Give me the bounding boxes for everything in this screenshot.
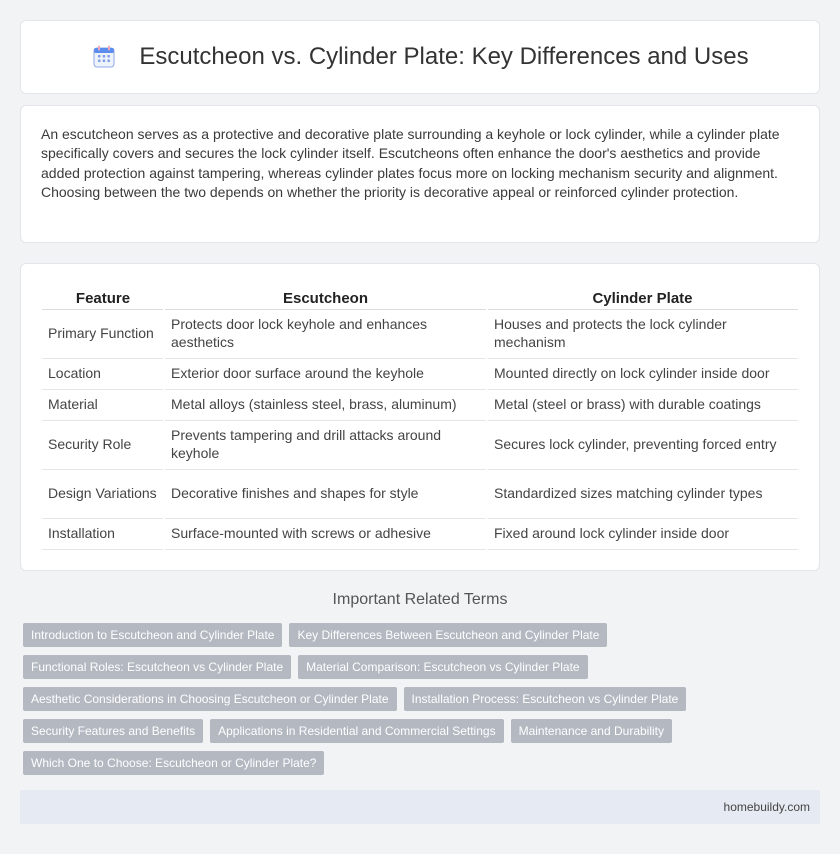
related-term-tag[interactable]: Security Features and Benefits	[23, 719, 203, 743]
escutcheon-cell: Surface-mounted with screws or adhesive	[164, 518, 487, 549]
related-terms-title: Important Related Terms	[332, 591, 508, 608]
table-row	[42, 389, 798, 420]
calendar-icon	[91, 44, 117, 70]
page-title: Escutcheon vs. Cylinder Plate: Key Differences and Uses	[139, 43, 749, 70]
comparison-table-card	[20, 263, 820, 571]
related-term-tag[interactable]: Applications in Residential and Commercial Settings	[210, 719, 503, 743]
feature-cell: Location	[42, 358, 164, 389]
tag-row	[23, 719, 813, 743]
related-term-tag[interactable]: Key Differences Between Escutcheon and Cylinder Plate	[289, 623, 607, 647]
table-row	[42, 358, 798, 389]
table-row	[42, 469, 798, 518]
table-row	[42, 420, 798, 469]
feature-cell: Primary Function	[42, 309, 164, 358]
header-escutcheon: Escutcheon	[164, 283, 487, 309]
cylinder-plate-cell: Mounted directly on lock cylinder inside door	[487, 358, 798, 389]
related-term-tag[interactable]: Aesthetic Considerations in Choosing Escutcheon or Cylinder Plate	[23, 687, 397, 711]
escutcheon-cell: Prevents tampering and drill attacks around keyhole	[164, 420, 487, 469]
escutcheon-cell: Protects door lock keyhole and enhances aesthetics	[164, 309, 487, 358]
footer	[20, 790, 820, 824]
tag-row	[23, 623, 813, 647]
header-feature: Feature	[42, 283, 164, 309]
cylinder-plate-cell: Secures lock cylinder, preventing forced entry	[487, 420, 798, 469]
title-wrap	[91, 43, 748, 71]
intro-paragraph: An escutcheon serves as a protective and decorative plate surrounding a keyhole or lock cylinder, while a cylinder plate specifically covers and secures the lock cylinder itself. Escutcheons often enhance the door's aesthetics and provide added protection against tampering, whereas cylinder plates focus more on locking mechanism security and alignment. Choosing between the two depends on whether the priority is decorative appeal or reinforced cylinder protection.	[41, 126, 780, 201]
footer-site-link[interactable]: homebuildy.com	[723, 800, 810, 814]
escutcheon-cell: Exterior door surface around the keyhole	[164, 358, 487, 389]
related-term-tag[interactable]: Material Comparison: Escutcheon vs Cylinder Plate	[298, 655, 587, 679]
tag-row	[23, 687, 813, 711]
header-cylinder-plate: Cylinder Plate	[487, 283, 798, 309]
tag-row	[23, 751, 813, 775]
escutcheon-cell: Decorative finishes and shapes for style	[164, 469, 487, 518]
cylinder-plate-cell: Fixed around lock cylinder inside door	[487, 518, 798, 549]
table-row	[42, 309, 798, 358]
related-terms-list	[23, 623, 813, 783]
cylinder-plate-cell: Metal (steel or brass) with durable coatings	[487, 389, 798, 420]
header-card	[20, 20, 820, 94]
feature-cell: Installation	[42, 518, 164, 549]
related-term-tag[interactable]: Maintenance and Durability	[511, 719, 672, 743]
related-term-tag[interactable]: Functional Roles: Escutcheon vs Cylinder Plate	[23, 655, 291, 679]
table-header-row	[42, 283, 798, 309]
table-row	[42, 518, 798, 549]
feature-cell: Design Variations	[42, 469, 164, 518]
related-term-tag[interactable]: Installation Process: Escutcheon vs Cylinder Plate	[404, 687, 687, 711]
feature-cell: Security Role	[42, 420, 164, 469]
related-term-tag[interactable]: Introduction to Escutcheon and Cylinder Plate	[23, 623, 282, 647]
tag-row	[23, 655, 813, 679]
cylinder-plate-cell: Standardized sizes matching cylinder types	[487, 469, 798, 518]
related-term-tag[interactable]: Which One to Choose: Escutcheon or Cylinder Plate?	[23, 751, 324, 775]
feature-cell: Material	[42, 389, 164, 420]
comparison-table	[42, 283, 798, 550]
escutcheon-cell: Metal alloys (stainless steel, brass, aluminum)	[164, 389, 487, 420]
cylinder-plate-cell: Houses and protects the lock cylinder mechanism	[487, 309, 798, 358]
intro-card	[20, 105, 820, 243]
